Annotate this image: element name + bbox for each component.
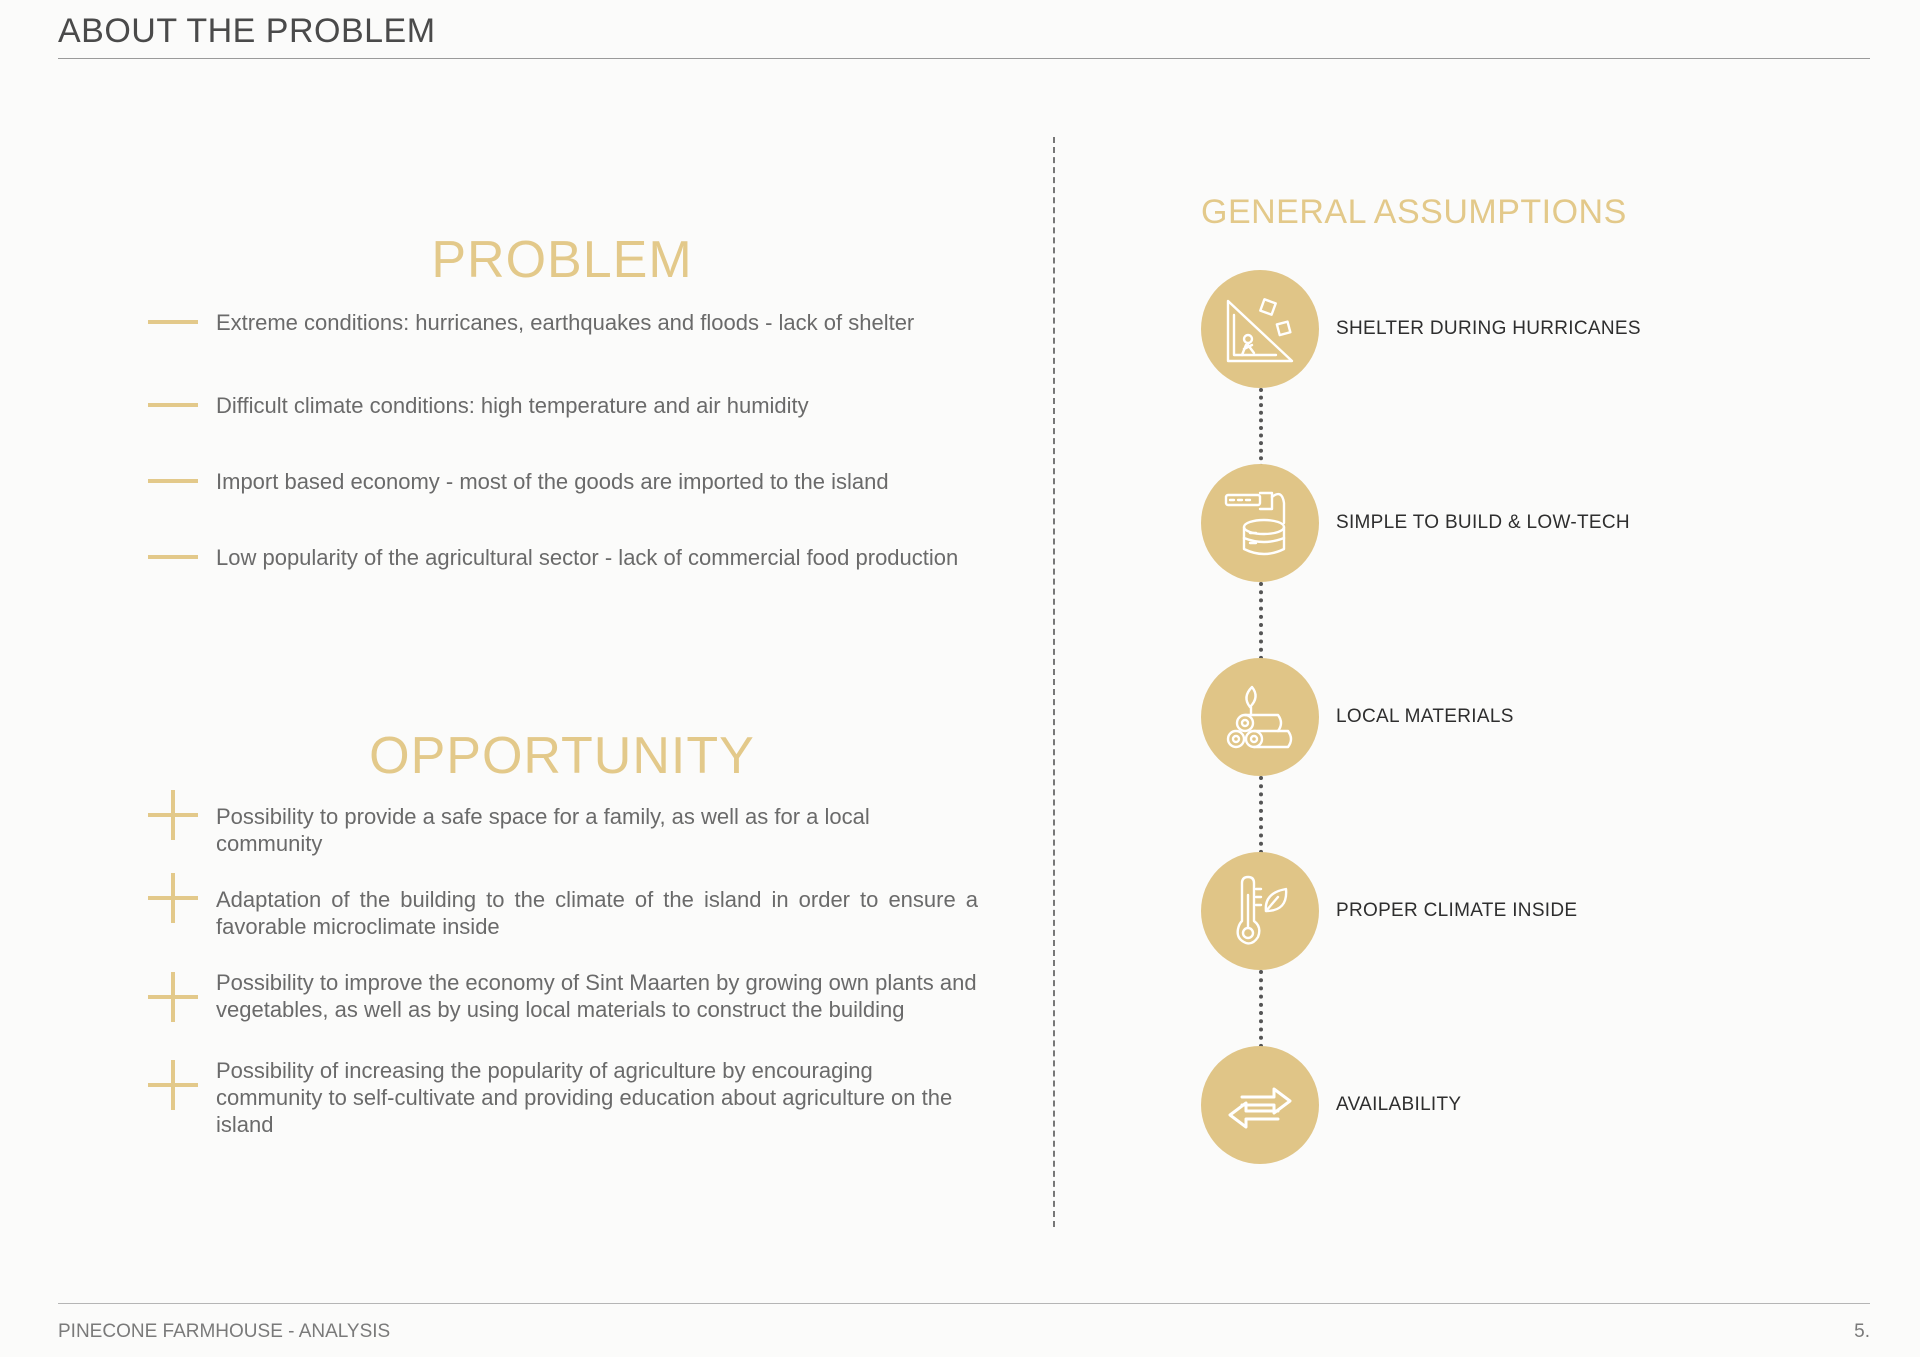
falling-debris-shelter-icon	[1220, 289, 1300, 369]
dotted-connector	[1259, 970, 1263, 1048]
assumption-label: PROPER CLIMATE INSIDE	[1336, 900, 1578, 921]
plus-marker	[148, 972, 198, 1022]
dash-marker	[148, 320, 198, 324]
vertical-divider	[1053, 137, 1055, 1227]
plus-marker	[148, 873, 198, 923]
dash-marker	[148, 479, 198, 483]
header-divider	[58, 58, 1870, 59]
problem-item-text: Extreme conditions: hurricanes, earthquakes and floods - lack of shelter	[216, 310, 915, 335]
assumptions-heading: GENERAL ASSUMPTIONS	[1201, 193, 1627, 231]
dash-marker	[148, 403, 198, 407]
problem-item-text: Import based economy - most of the goods are imported to the island	[216, 469, 889, 494]
dash-marker	[148, 555, 198, 559]
opportunity-item-text: Possibility to improve the economy of Sint Maarten by growing own plants and vegetables, as well as by using local materials to construct the building	[216, 970, 977, 1022]
assumption-label: SIMPLE TO BUILD & LOW-TECH	[1336, 512, 1630, 533]
assumption-badge	[1201, 464, 1319, 582]
problem-item-text: Low popularity of the agricultural sector - lack of commercial food production	[216, 545, 959, 570]
assumption-badge	[1201, 1046, 1319, 1164]
assumption-item	[1201, 658, 1801, 778]
problem-heading: PROBLEM	[431, 231, 693, 289]
footer-divider	[58, 1303, 1870, 1304]
page-title: ABOUT THE PROBLEM	[58, 12, 436, 50]
opportunity-item-text: Adaptation of the building to the climate of the island in order to ensure a favorable microclimate inside	[216, 887, 978, 939]
assumption-item	[1201, 270, 1801, 390]
page-number: 5.	[1854, 1321, 1870, 1342]
logs-icon	[1220, 677, 1300, 757]
opportunity-heading: OPPORTUNITY	[369, 727, 755, 785]
hammer-wood-icon	[1220, 483, 1300, 563]
exchange-arrows-icon	[1220, 1065, 1300, 1145]
assumption-label: AVAILABILITY	[1336, 1094, 1462, 1115]
plus-marker	[148, 1060, 198, 1110]
assumption-label: LOCAL MATERIALS	[1336, 706, 1514, 727]
assumption-item	[1201, 1046, 1801, 1166]
dotted-connector	[1259, 582, 1263, 660]
problem-item-text: Difficult climate conditions: high temperature and air humidity	[216, 393, 809, 418]
assumption-item	[1201, 852, 1801, 972]
assumption-item	[1201, 464, 1801, 584]
opportunity-item-text: Possibility of increasing the popularity of agriculture by encouraging community to self-cultivate and providing education about agriculture on the island	[216, 1058, 953, 1137]
plus-marker	[148, 790, 198, 840]
assumption-label: SHELTER DURING HURRICANES	[1336, 318, 1641, 339]
opportunity-item-text: Possibility to provide a safe space for a family, as well as for a local community	[216, 804, 870, 856]
dotted-connector	[1259, 388, 1263, 468]
assumption-badge	[1201, 658, 1319, 776]
assumption-badge	[1201, 852, 1319, 970]
footer-title: PINECONE FARMHOUSE - ANALYSIS	[58, 1321, 391, 1342]
thermometer-leaf-icon	[1220, 871, 1300, 951]
assumption-badge	[1201, 270, 1319, 388]
dotted-connector	[1259, 776, 1263, 854]
